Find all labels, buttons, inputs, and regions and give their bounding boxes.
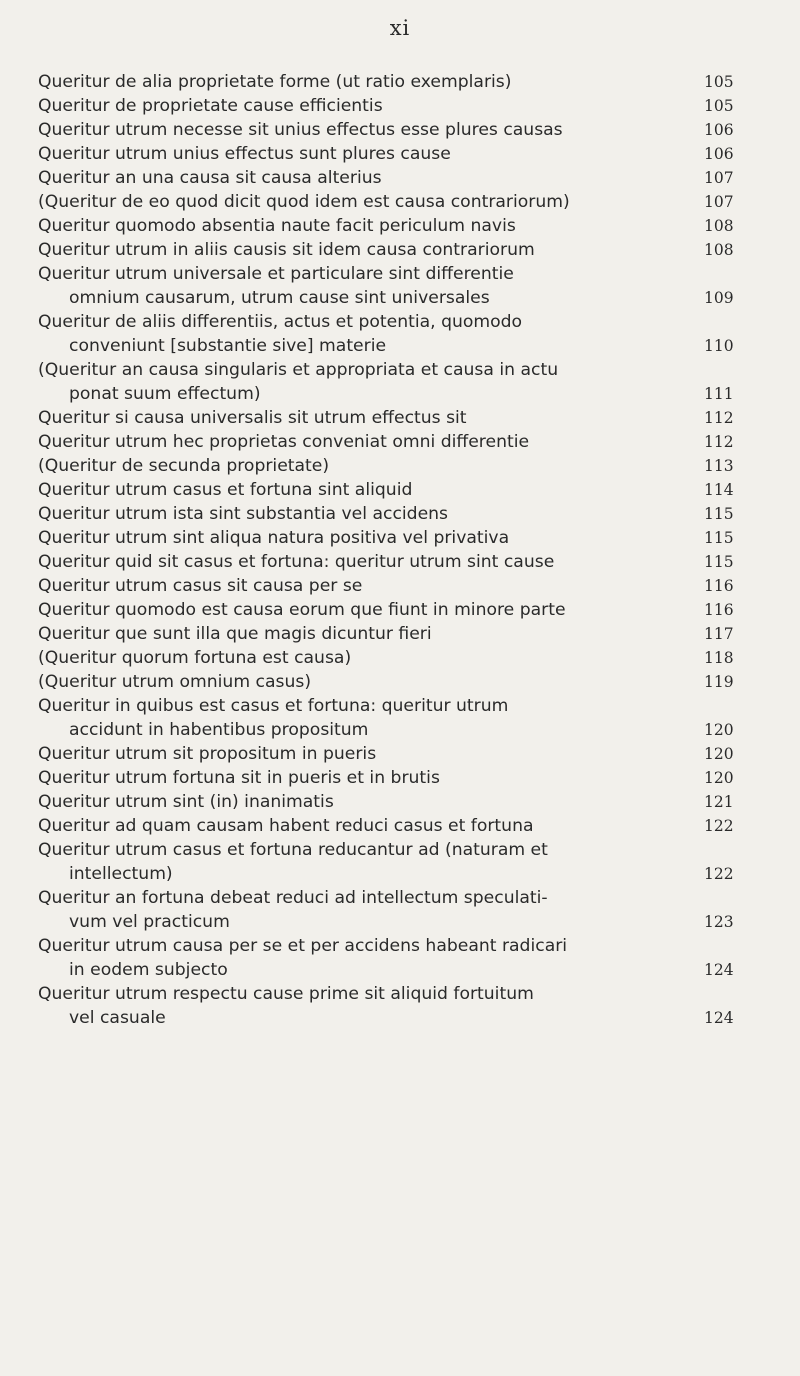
toc-entry-title-continuation: in eodem subjecto — [69, 960, 228, 980]
toc-entry-page-number: 109 — [704, 289, 734, 307]
toc-entry-title — [38, 358, 660, 406]
toc-entry-title — [38, 94, 660, 118]
toc-entry-title-line: Queritur quomodo absentia naute facit periculum navis — [38, 216, 516, 236]
toc-entry — [38, 118, 760, 142]
toc-entry-title-continuation: omnium causarum, utrum cause sint universales — [69, 288, 490, 308]
toc-entry — [38, 502, 760, 526]
toc-entry-title-line: Queritur utrum unius effectus sunt plures cause — [38, 144, 451, 164]
toc-entry-title — [38, 142, 660, 166]
toc-entry-title-line: Queritur utrum casus et fortuna sint aliquid — [38, 480, 413, 500]
toc-entry — [38, 622, 760, 646]
toc-entry-title-line: Queritur utrum sit propositum in pueris — [38, 744, 377, 764]
toc-entry — [38, 238, 760, 262]
toc-entry-title — [38, 118, 660, 142]
toc-entry-title — [38, 886, 660, 934]
toc-entry-page-number: 124 — [704, 961, 734, 979]
toc-entry — [38, 94, 760, 118]
toc-entry-title — [38, 238, 660, 262]
toc-entry-title — [38, 766, 660, 790]
toc-entry-page-number: 118 — [704, 649, 734, 667]
toc-entry — [38, 310, 760, 358]
toc-entry — [38, 166, 760, 190]
toc-entry-title — [38, 430, 660, 454]
toc-entry-title-line: Queritur in quibus est casus et fortuna: queritur utrum — [38, 696, 509, 716]
toc-entry — [38, 190, 760, 214]
table-of-contents — [38, 70, 760, 1030]
toc-entry-page-number: 110 — [704, 337, 734, 355]
toc-entry-title — [38, 478, 660, 502]
toc-entry-title-line: Queritur utrum hec proprietas conveniat omni differentie — [38, 432, 530, 452]
toc-entry — [38, 406, 760, 430]
toc-entry-title — [38, 406, 660, 430]
toc-entry — [38, 982, 760, 1030]
toc-entry-page-number: 115 — [704, 505, 734, 523]
toc-entry-title — [38, 982, 660, 1030]
toc-entry-page-number: 108 — [704, 241, 734, 259]
toc-entry — [38, 454, 760, 478]
toc-entry-page-number: 120 — [704, 721, 734, 739]
toc-entry-page-number: 116 — [704, 577, 734, 595]
toc-entry-page-number: 120 — [704, 745, 734, 763]
toc-entry — [38, 934, 760, 982]
toc-entry — [38, 262, 760, 310]
toc-entry-page-number: 106 — [704, 121, 734, 139]
toc-entry-title-line: Queritur an fortuna debeat reduci ad intellectum speculati- — [38, 888, 548, 908]
toc-entry-title-line: Queritur utrum ista sint substantia vel accidens — [38, 504, 448, 524]
toc-entry — [38, 598, 760, 622]
toc-entry — [38, 142, 760, 166]
toc-entry-title-line: Queritur si causa universalis sit utrum effectus sit — [38, 408, 467, 428]
toc-entry — [38, 70, 760, 94]
toc-entry-title-line: Queritur an una causa sit causa alterius — [38, 168, 382, 188]
toc-entry-title — [38, 70, 660, 94]
toc-entry-title-line: Queritur quomodo est causa eorum que fiunt in minore parte — [38, 600, 566, 620]
toc-entry-title-line: Queritur que sunt illa que magis dicuntur fieri — [38, 624, 432, 644]
toc-entry-title — [38, 526, 660, 550]
toc-entry-title — [38, 166, 660, 190]
page-number: xi — [389, 16, 411, 40]
toc-entry — [38, 670, 760, 694]
toc-entry — [38, 886, 760, 934]
toc-entry-title-line: Queritur de aliis differentiis, actus et potentia, quomodo — [38, 312, 523, 332]
toc-entry-title-line: (Queritur an causa singularis et appropriata et causa in actu — [38, 360, 559, 380]
toc-entry-title — [38, 934, 660, 982]
toc-entry — [38, 790, 760, 814]
toc-entry — [38, 814, 760, 838]
toc-entry-page-number: 121 — [704, 793, 734, 811]
toc-entry-title-line: Queritur ad quam causam habent reduci casus et fortuna — [38, 816, 534, 836]
toc-entry-title — [38, 214, 660, 238]
toc-entry — [38, 574, 760, 598]
toc-entry-title-line: (Queritur utrum omnium casus) — [38, 672, 312, 692]
toc-entry-title-line: (Queritur de secunda proprietate) — [38, 456, 330, 476]
toc-entry-title-line: (Queritur de eo quod dicit quod idem est causa contrariorum) — [38, 192, 570, 212]
toc-entry-page-number: 106 — [704, 145, 734, 163]
toc-entry-title-line: Queritur utrum fortuna sit in pueris et in brutis — [38, 768, 440, 788]
toc-entry-title — [38, 790, 660, 814]
toc-entry-title-line: Queritur utrum casus et fortuna reducantur ad (naturam et — [38, 840, 548, 860]
toc-entry-page-number: 123 — [704, 913, 734, 931]
toc-entry-page-number: 122 — [704, 817, 734, 835]
toc-entry — [38, 214, 760, 238]
toc-entry-page-number: 116 — [704, 601, 734, 619]
toc-entry-page-number: 113 — [704, 457, 734, 475]
toc-entry-title-line: Queritur de proprietate cause efficientis — [38, 96, 383, 116]
toc-entry-title-continuation: vel casuale — [69, 1008, 166, 1028]
toc-entry-title — [38, 454, 660, 478]
toc-entry-page-number: 112 — [704, 433, 734, 451]
toc-entry-title — [38, 742, 660, 766]
toc-entry-title — [38, 550, 660, 574]
toc-entry-title-line: Queritur utrum sint aliqua natura positiva vel privativa — [38, 528, 510, 548]
toc-entry-title — [38, 190, 660, 214]
toc-entry-title — [38, 310, 660, 358]
toc-entry-title — [38, 622, 660, 646]
toc-entry-title — [38, 838, 660, 886]
toc-entry-title — [38, 694, 660, 742]
toc-entry-title-line: Queritur de alia proprietate forme (ut ratio exemplaris) — [38, 72, 512, 92]
toc-entry — [38, 766, 760, 790]
toc-entry-title — [38, 574, 660, 598]
toc-entry-title-line: Queritur utrum sint (in) inanimatis — [38, 792, 334, 812]
toc-entry-page-number: 111 — [704, 385, 734, 403]
toc-entry — [38, 550, 760, 574]
toc-entry-title — [38, 262, 660, 310]
toc-entry-title-line: Queritur utrum casus sit causa per se — [38, 576, 363, 596]
toc-entry-title-continuation: conveniunt [substantie sive] materie — [69, 336, 387, 356]
toc-entry — [38, 646, 760, 670]
toc-entry-page-number: 107 — [704, 169, 734, 187]
toc-entry-page-number: 112 — [704, 409, 734, 427]
toc-entry-page-number: 107 — [704, 193, 734, 211]
toc-entry — [38, 526, 760, 550]
toc-entry-title — [38, 670, 660, 694]
toc-entry-title-continuation: ponat suum effectum) — [69, 384, 261, 404]
toc-entry-title-line: (Queritur quorum fortuna est causa) — [38, 648, 352, 668]
toc-entry-page-number: 105 — [704, 97, 734, 115]
toc-entry-page-number: 114 — [704, 481, 734, 499]
toc-entry-title-line: Queritur utrum causa per se et per accidens habeant radicari — [38, 936, 568, 956]
toc-entry-title-line: Queritur utrum universale et particulare sint differentie — [38, 264, 514, 284]
toc-entry-title — [38, 502, 660, 526]
toc-entry-page-number: 108 — [704, 217, 734, 235]
toc-entry-page-number: 120 — [704, 769, 734, 787]
toc-entry-page-number: 122 — [704, 865, 734, 883]
toc-entry-title-line: Queritur utrum in aliis causis sit idem causa contrariorum — [38, 240, 535, 260]
toc-entry — [38, 838, 760, 886]
toc-entry-title-continuation: accidunt in habentibus propositum — [69, 720, 369, 740]
toc-entry — [38, 478, 760, 502]
toc-entry — [38, 358, 760, 406]
toc-entry-title-line: Queritur utrum necesse sit unius effectus esse plures causas — [38, 120, 563, 140]
toc-entry — [38, 694, 760, 742]
toc-entry-title — [38, 814, 660, 838]
toc-entry-title-continuation: vum vel practicum — [69, 912, 230, 932]
toc-entry-page-number: 115 — [704, 529, 734, 547]
toc-entry-title-continuation: intellectum) — [69, 864, 173, 884]
toc-entry-title-line: Queritur utrum respectu cause prime sit aliquid fortuitum — [38, 984, 534, 1004]
toc-entry-page-number: 117 — [704, 625, 734, 643]
toc-entry-page-number: 124 — [704, 1009, 734, 1027]
toc-entry-page-number: 119 — [704, 673, 734, 691]
toc-entry-page-number: 115 — [704, 553, 734, 571]
toc-entry — [38, 742, 760, 766]
toc-entry-title-line: Queritur quid sit casus et fortuna: queritur utrum sint cause — [38, 552, 555, 572]
toc-entry-title — [38, 598, 660, 622]
toc-entry-title — [38, 646, 660, 670]
toc-entry — [38, 430, 760, 454]
toc-entry-page-number: 105 — [704, 73, 734, 91]
